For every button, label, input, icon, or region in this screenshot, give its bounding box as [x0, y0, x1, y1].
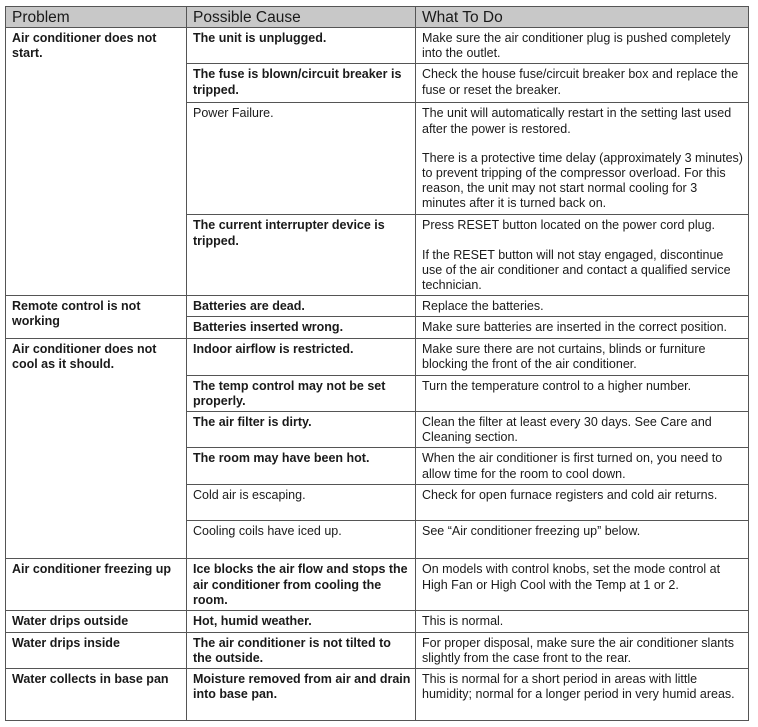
- cause-cell: Cooling coils have iced up.: [187, 521, 416, 559]
- header-row: [6, 7, 749, 28]
- todo-cell: Check the house fuse/circuit breaker box and replace the fuse or reset the breaker.: [416, 64, 749, 103]
- todo-cell: This is normal for a short period in areas with little humidity; normal for a longer period in very humid areas.: [416, 669, 749, 721]
- table-row: [6, 632, 749, 668]
- cause-cell: Moisture removed from air and drain into base pan.: [187, 669, 416, 721]
- table-row: [6, 611, 749, 632]
- todo-cell: Turn the temperature control to a higher number.: [416, 375, 749, 411]
- todo-cell: Make sure batteries are inserted in the correct position.: [416, 317, 749, 338]
- problem-cell: Air conditioner freezing up: [6, 559, 187, 611]
- todo-cell: Clean the filter at least every 30 days. See Care and Cleaning section.: [416, 412, 749, 448]
- todo-cell: For proper disposal, make sure the air conditioner slants slightly from the case front to the rear.: [416, 632, 749, 668]
- todo-cell: Make sure the air conditioner plug is pushed completely into the outlet.: [416, 28, 749, 64]
- header-what-to-do: What To Do: [416, 7, 749, 28]
- cause-cell: Batteries inserted wrong.: [187, 317, 416, 338]
- problem-cell: Water collects in base pan: [6, 669, 187, 721]
- troubleshooting-table: [5, 6, 749, 721]
- todo-cell: Replace the batteries.: [416, 296, 749, 317]
- todo-cell: On models with control knobs, set the mode control at High Fan or High Cool with the Temp at 1 or 2.: [416, 559, 749, 611]
- cause-cell: The fuse is blown/circuit breaker is tripped.: [187, 64, 416, 103]
- todo-cell: When the air conditioner is first turned on, you need to allow time for the room to cool down.: [416, 448, 749, 485]
- cause-cell: Cold air is escaping.: [187, 485, 416, 521]
- table-row: [6, 559, 749, 611]
- todo-cell: Check for open furnace registers and cold air returns.: [416, 485, 749, 521]
- todo-cell: Press RESET button located on the power cord plug. If the RESET button will not stay engaged, discontinue use of the air conditioner and contact a qualified service technician.: [416, 215, 749, 296]
- problem-cell: Air conditioner does not start.: [6, 28, 187, 296]
- cause-cell: Hot, humid weather.: [187, 611, 416, 632]
- cause-cell: The air conditioner is not tilted to the outside.: [187, 632, 416, 668]
- todo-cell: This is normal.: [416, 611, 749, 632]
- cause-cell: Ice blocks the air flow and stops the air conditioner from cooling the room.: [187, 559, 416, 611]
- todo-cell: Make sure there are not curtains, blinds or furniture blocking the front of the air conditioner.: [416, 338, 749, 375]
- cause-cell: Power Failure.: [187, 103, 416, 215]
- table-row: [6, 296, 749, 317]
- cause-cell: Batteries are dead.: [187, 296, 416, 317]
- table-row: [6, 28, 749, 64]
- todo-cell: The unit will automatically restart in the setting last used after the power is restored. There is a protective time delay (approximately 3 minutes) to prevent tripping of the compressor overload. For this reason, the unit may not start normal cooling for 3 minutes after it is turned back on.: [416, 103, 749, 215]
- problem-cell: Water drips inside: [6, 632, 187, 668]
- header-possible-cause: Possible Cause: [187, 7, 416, 28]
- header-problem: Problem: [6, 7, 187, 28]
- troubleshooting-document: [5, 6, 749, 721]
- table-row: [6, 338, 749, 375]
- cause-cell: The room may have been hot.: [187, 448, 416, 485]
- cause-cell: The unit is unplugged.: [187, 28, 416, 64]
- cause-cell: The current interrupter device is tripped.: [187, 215, 416, 296]
- problem-cell: Remote control is not working: [6, 296, 187, 338]
- todo-cell: See “Air conditioner freezing up” below.: [416, 521, 749, 559]
- cause-cell: The temp control may not be set properly.: [187, 375, 416, 411]
- problem-cell: Air conditioner does not cool as it should.: [6, 338, 187, 559]
- cause-cell: Indoor airflow is restricted.: [187, 338, 416, 375]
- cause-cell: The air filter is dirty.: [187, 412, 416, 448]
- table-row: [6, 669, 749, 721]
- problem-cell: Water drips outside: [6, 611, 187, 632]
